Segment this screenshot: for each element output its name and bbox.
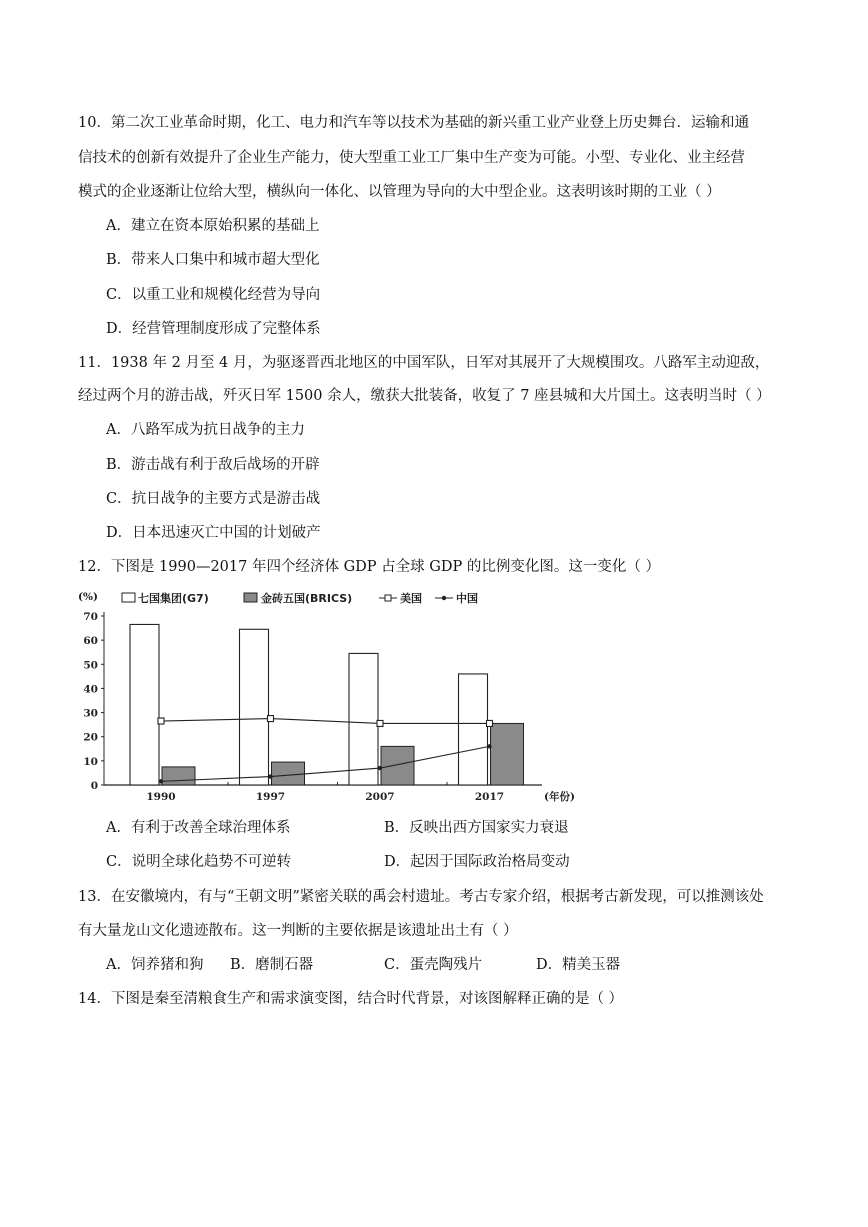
q11-stem-line1: 11．1938 年 2 月至 4 月，为驱逐晋西北地区的中国军队，日军对其展开了大规模围攻。八路军主动迎敌， xyxy=(78,355,770,371)
x-tick-label: 2017 xyxy=(474,791,505,803)
q12-stem-line1: 12．下图是 1990—2017 年四个经济体 GDP 占全球 GDP 的比例变化图。这一变化（ ） xyxy=(78,559,660,575)
bar-g7 xyxy=(349,653,378,785)
q12-option-d[interactable]: D．起因于国际政治格局变动 xyxy=(384,854,570,870)
q13-option-a[interactable]: A．饲养猪和狗 xyxy=(106,957,204,973)
q10-stem-line1: 10．第二次工业革命时期，化工、电力和汽车等以技术为基础的新兴重工业产业登上历史舞台．运输和通 xyxy=(78,115,749,131)
gdp-share-chart xyxy=(74,588,575,808)
us-line xyxy=(161,719,490,724)
us-point xyxy=(487,720,493,726)
bar-brics xyxy=(272,762,305,785)
q13-stem-line2: 有大量龙山文化遗迹散布。这一判断的主要依据是该遗址出土有（ ） xyxy=(78,923,518,939)
q12-option-b[interactable]: B．反映出西方国家实力衰退 xyxy=(384,820,569,836)
q10-option-b[interactable]: B．带来人口集中和城市超大型化 xyxy=(106,252,320,268)
china-point xyxy=(378,766,382,770)
legend-label-brics: 金砖五国(BRICS) xyxy=(261,592,353,605)
y-tick-label: 70 xyxy=(83,611,98,623)
q12-option-c[interactable]: C．说明全球化趋势不可逆转 xyxy=(106,854,292,870)
q12-option-a[interactable]: A．有利于改善全球治理体系 xyxy=(106,820,291,836)
china-line xyxy=(161,746,490,781)
q10-option-c[interactable]: C．以重工业和规模化经营为导向 xyxy=(106,287,321,303)
y-tick-label: 20 xyxy=(83,731,98,744)
legend-marker-china xyxy=(442,596,446,600)
legend-label-china: 中国 xyxy=(456,592,478,605)
q13-option-d[interactable]: D．精美玉器 xyxy=(536,957,621,973)
legend-label-us: 美国 xyxy=(400,592,422,605)
x-tick-label: 1990 xyxy=(146,791,176,803)
x-axis-label: (年份) xyxy=(544,791,575,803)
x-tick-label: 2007 xyxy=(365,791,395,803)
legend-swatch-g7 xyxy=(122,593,135,602)
y-unit-label: (%) xyxy=(78,591,98,603)
bar-g7 xyxy=(130,624,159,785)
us-point xyxy=(268,716,274,722)
bar-g7 xyxy=(459,674,488,785)
y-tick-label: 30 xyxy=(83,707,98,720)
q13-option-b[interactable]: B．磨制石器 xyxy=(230,957,314,973)
gdp-share-chart-svg xyxy=(74,588,575,808)
bar-brics xyxy=(162,767,195,785)
bar-g7 xyxy=(240,629,269,785)
y-tick-label: 0 xyxy=(90,780,98,792)
legend-label-g7: 七国集团(G7) xyxy=(138,592,209,605)
q11-option-b[interactable]: B．游击战有利于敌后战场的开辟 xyxy=(106,457,320,473)
y-tick-label: 50 xyxy=(83,659,98,672)
us-point xyxy=(158,718,164,724)
y-tick-label: 10 xyxy=(83,755,98,768)
us-point xyxy=(377,720,383,726)
x-tick-label: 1997 xyxy=(255,791,286,803)
q14-stem-line1: 14．下图是秦至清粮食生产和需求演变图，结合时代背景，对该图解释正确的是（ ） xyxy=(78,991,624,1007)
q10-option-a[interactable]: A．建立在资本原始积累的基础上 xyxy=(106,218,320,234)
y-tick-label: 60 xyxy=(83,635,98,648)
q10-stem-line3: 模式的企业逐渐让位给大型，横纵向一体化、以管理为导向的大中型企业。这表明该时期的工业（ ） xyxy=(78,184,721,200)
y-tick-label: 40 xyxy=(83,683,98,696)
q11-option-c[interactable]: C．抗日战争的主要方式是游击战 xyxy=(106,491,321,507)
china-point xyxy=(268,774,272,778)
q10-option-d[interactable]: D．经营管理制度形成了完整体系 xyxy=(106,321,321,337)
china-point xyxy=(487,744,491,748)
china-point xyxy=(159,779,163,783)
q10-stem-line2: 信技术的创新有效提升了企业生产能力，使大型重工业工厂集中生产变为可能。小型、专业化、业主经营 xyxy=(78,150,745,166)
q11-stem-line2: 经过两个月的游击战，歼灭日军 1500 余人，缴获大批装备，收复了 7 座县城和大片国土。这表明当时（ ） xyxy=(78,388,771,404)
q11-option-d[interactable]: D．日本迅速灭亡中国的计划破产 xyxy=(106,525,321,541)
bar-brics xyxy=(381,746,414,785)
q13-stem-line1: 13．在安徽境内，有与“王朝文明”紧密关联的禹会村遗址。考古专家介绍，根据考古新发现，可以推测该处 xyxy=(78,889,764,905)
bar-brics xyxy=(491,723,524,785)
q11-option-a[interactable]: A．八路军成为抗日战争的主力 xyxy=(106,422,305,438)
legend-marker-us xyxy=(385,595,391,601)
legend-swatch-brics xyxy=(244,593,257,602)
q13-option-c[interactable]: C．蛋壳陶残片 xyxy=(384,957,483,973)
